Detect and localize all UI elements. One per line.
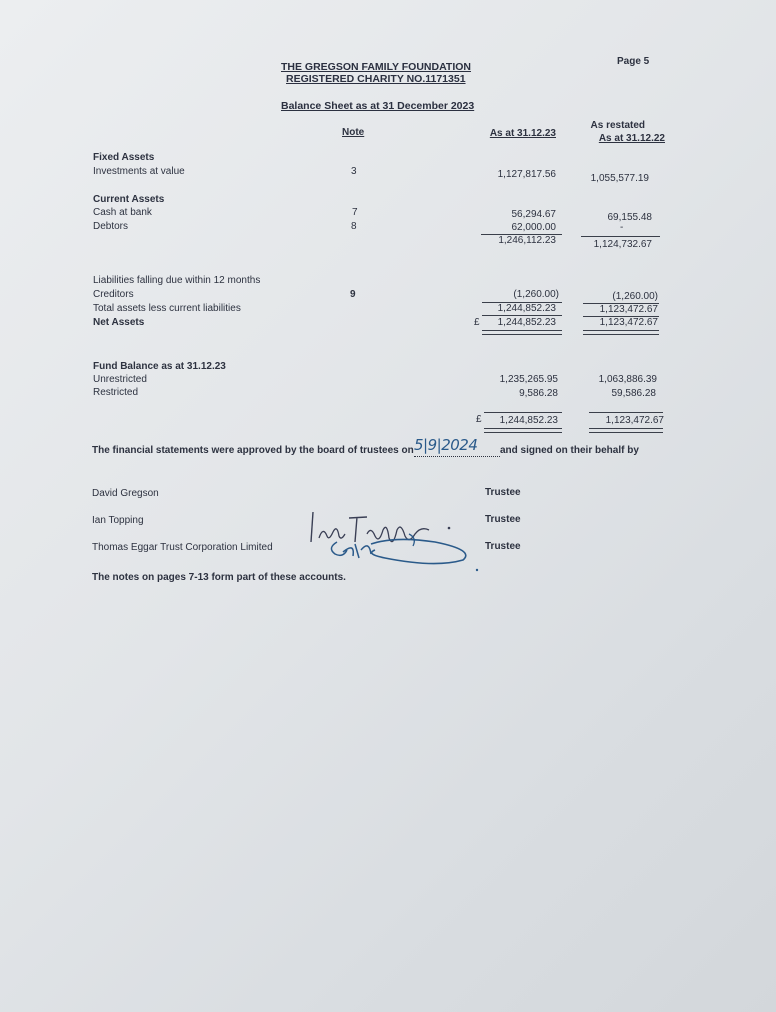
funds-total-rule-restated-top [589,412,663,413]
creditors-current: (1,260.00) [513,289,559,300]
total-assets-label: Total assets less current liabilities [93,303,241,314]
col-restated-top: As restated [590,120,645,131]
eggar-signature [325,530,485,575]
org-name: THE GREGSON FAMILY FOUNDATION [281,61,471,73]
creditors-restated: (1,260.00) [612,291,658,302]
subtotal-current: 1,246,112.23 [498,235,556,246]
funds-currency: £ [476,414,482,425]
funds-total-rule-current-top [484,412,562,413]
page-title: Balance Sheet as at 31 December 2023 [281,100,475,112]
fixed-assets-heading: Fixed Assets [93,152,155,163]
page-number: Page 5 [617,56,650,67]
funds-total-rule-restated [589,428,663,433]
funds-total-restated: 1,123,472.67 [605,415,664,426]
trustee-2-role: Trustee [485,514,521,525]
trustee-2-name: Ian Topping [92,515,144,526]
total-rule-current [482,315,562,316]
unrestricted-restated: 1,063,886.39 [598,374,657,385]
investments-label: Investments at value [93,166,185,177]
col-current-header: As at 31.12.23 [489,128,556,139]
col-note-header: Note [342,127,365,138]
col-restated-header: As at 31.12.22 [598,133,665,144]
trustee-3-role: Trustee [485,541,521,552]
net-assets-current: 1,244,852.23 [497,317,556,328]
liabilities-heading: Liabilities falling due within 12 months [93,275,261,286]
trustee-3-name: Thomas Eggar Trust Corporation Limited [92,542,273,553]
net-assets-label: Net Assets [93,317,145,328]
debtors-restated: - [620,222,624,233]
restricted-restated: 59,586.28 [611,388,656,399]
trustee-1-role: Trustee [485,487,521,498]
net-rule-current [482,330,562,335]
approval-dotted-line [414,456,500,457]
funds-total-current: 1,244,852.23 [499,415,558,426]
subtotal-restated: 1,124,732.67 [593,239,652,250]
restricted-label: Restricted [93,387,139,398]
current-assets-heading: Current Assets [93,194,165,205]
restricted-current: 9,586.28 [519,388,558,399]
fund-balance-heading: Fund Balance as at 31.12.23 [93,361,226,372]
creditors-note: 9 [350,289,356,300]
investments-note: 3 [351,166,357,177]
approval-suffix: and signed on their behalf by [500,445,639,456]
cash-current: 56,294.67 [511,209,556,220]
trustee-1-name: David Gregson [92,488,159,499]
funds-total-rule-current [484,428,562,433]
debtors-label: Debtors [93,221,129,232]
total-assets-restated: 1,123,472.67 [599,304,658,315]
unrestricted-current: 1,235,265.95 [499,374,558,385]
debtors-note: 8 [351,221,357,232]
approval-date-handwritten: 5|9|2024 [414,436,478,454]
notes-footer: The notes on pages 7-13 form part of these accounts. [92,572,346,583]
net-assets-restated: 1,123,472.67 [599,317,658,328]
unrestricted-label: Unrestricted [93,374,147,385]
net-assets-currency: £ [474,317,480,328]
investments-restated: 1,055,577.19 [590,173,649,184]
subtotal-rule-restated [581,236,660,237]
cash-label: Cash at bank [93,207,152,218]
total-assets-current: 1,244,852.23 [497,303,556,314]
cash-restated: 69,155.48 [607,212,652,223]
debtors-current: 62,000.00 [511,222,556,233]
net-rule-restated [583,330,659,335]
cash-note: 7 [352,207,358,218]
investments-current: 1,127,817.56 [497,169,556,180]
creditors-label: Creditors [93,289,134,300]
approval-prefix: The financial statements were approved by the board of trustees on [92,445,414,456]
charity-number: REGISTERED CHARITY NO.1171351 [286,73,466,85]
